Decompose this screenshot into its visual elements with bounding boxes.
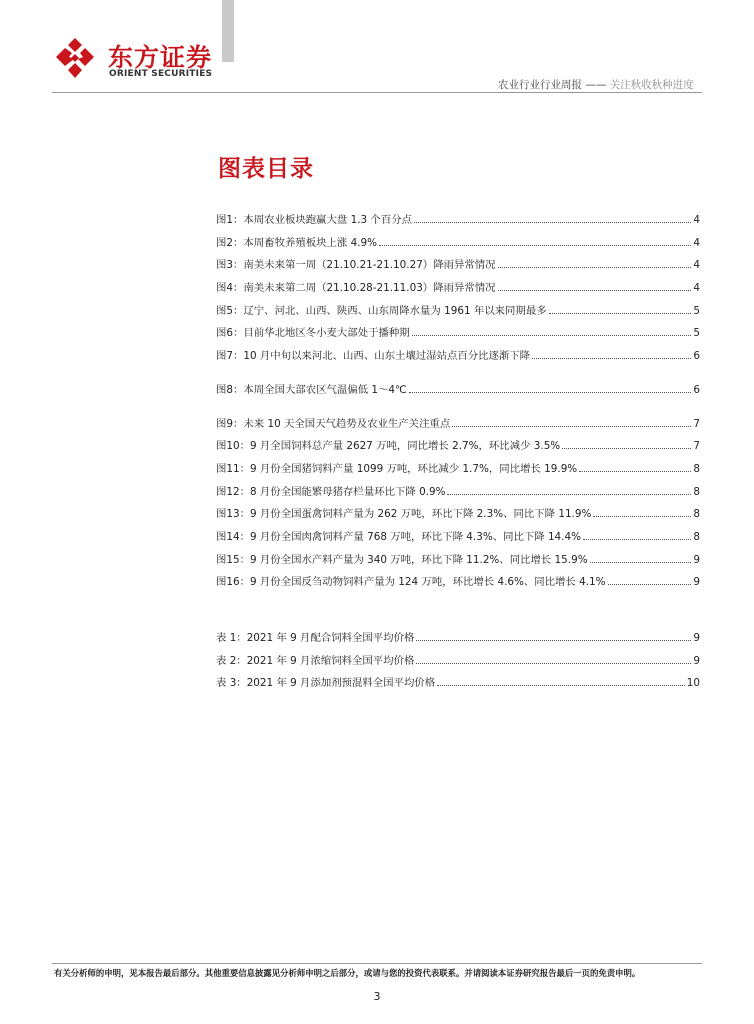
footer-disclaimer: 有关分析师的申明，见本报告最后部分。其他重要信息披露见分析师申明之后部分，或请与您的投资代表联系。并请阅读本证券研究报告最后一页的免责申明。	[54, 968, 641, 978]
toc-entry-label: 图6：目前华北地区冬小麦大部处于播种期	[216, 327, 410, 340]
toc-entry-label: 图12：8 月份全国能繁母猪存栏量环比下降 0.9%	[216, 485, 446, 498]
brand-name-cn: 东方证券	[108, 43, 213, 72]
toc-entry-page: 9	[693, 632, 700, 644]
toc-table-entry[interactable]	[216, 652, 700, 675]
toc-dot-leader	[416, 640, 691, 641]
toc-entry-label: 图15：9 月份全国水产料产量为 340 万吨，环比下降 11.2%、同比增长 15.9%	[216, 553, 588, 566]
toc-figure-entry[interactable]	[216, 460, 700, 483]
page-number: 3	[373, 990, 381, 1003]
toc-entry-label: 图1：本周农业板块跑赢大盘 1.3 个百分点	[216, 214, 412, 226]
footer-divider	[52, 963, 702, 964]
orient-securities-logo-icon	[52, 36, 98, 80]
toc-entry-page: 9	[693, 553, 700, 566]
brand-name-en: ORIENT SECURITIES	[109, 69, 213, 79]
toc-dot-leader	[414, 222, 691, 223]
toc-figure-entry[interactable]	[216, 211, 700, 234]
toc-entry-page: 4	[693, 236, 700, 249]
toc-dot-leader	[608, 584, 692, 585]
toc-dot-leader	[447, 494, 691, 495]
toc-entry-label: 图9：未来 10 天全国天气趋势及农业生产关注重点	[216, 417, 451, 430]
toc-entry-page: 5	[693, 327, 700, 340]
toc-entry-page: 4	[693, 214, 700, 226]
toc-figure-entry[interactable]	[216, 551, 700, 574]
header-separator: ——	[582, 79, 610, 91]
toc-figure-entry[interactable]	[216, 528, 700, 551]
toc-table-entry[interactable]	[216, 629, 700, 652]
toc-entry-page: 7	[693, 417, 700, 430]
toc-dot-leader	[409, 392, 692, 393]
toc-dot-leader	[562, 448, 691, 449]
brand-logo	[52, 36, 222, 80]
toc-table-entry[interactable]	[216, 674, 700, 697]
toc-entry-page: 5	[693, 304, 700, 317]
toc-dot-leader	[590, 562, 692, 563]
toc-figure-entry[interactable]	[216, 302, 700, 325]
toc-dot-leader	[549, 313, 692, 314]
toc-dot-leader	[379, 245, 691, 246]
toc-entry-page: 8	[693, 508, 700, 521]
toc-figure-entry[interactable]	[216, 347, 700, 370]
header-divider	[52, 92, 702, 93]
toc-figure-entry[interactable]	[216, 234, 700, 257]
toc-figure-entry[interactable]	[216, 324, 700, 347]
toc-entry-page: 9	[693, 576, 700, 589]
toc-figure-entry[interactable]	[216, 483, 700, 506]
toc-entry-page: 8	[693, 462, 700, 475]
toc-entry-label: 图14：9 月份全国肉禽饲料产量 768 万吨，环比下降 4.3%、同比下降 14.4%	[216, 530, 581, 543]
toc-entry-label: 图7：10 月中旬以来河北、山西、山东土壤过湿站点百分比逐渐下降	[216, 350, 531, 363]
toc-figure-entry[interactable]	[216, 279, 700, 302]
toc-figure-entry[interactable]	[216, 381, 700, 404]
toc-dot-leader	[593, 516, 691, 517]
toc-dot-leader	[416, 663, 691, 664]
toc-entry-label: 图8：本周全国大部农区气温偏低 1～4℃	[216, 383, 407, 396]
toc-entry-page: 4	[693, 259, 700, 272]
toc-dot-leader	[583, 539, 691, 540]
toc-figure-entry[interactable]	[216, 505, 700, 528]
toc-title: 图表目录	[218, 156, 314, 182]
toc-entry-label: 图5：辽宁、河北、山西、陕西、山东周降水量为 1961 年以来同期最多	[216, 304, 547, 317]
toc-entry-label: 表 1：2021 年 9 月配合饲料全国平均价格	[216, 632, 415, 644]
header-accent-bar	[222, 0, 234, 62]
toc-figure-entry[interactable]	[216, 573, 700, 596]
toc-entry-page: 8	[693, 485, 700, 498]
toc-dot-leader	[532, 358, 691, 359]
toc-entry-page: 4	[693, 282, 700, 295]
toc-list	[216, 211, 700, 697]
toc-entry-label: 表 3：2021 年 9 月添加剂预混料全国平均价格	[216, 677, 436, 690]
toc-entry-label: 图16：9 月份全国反刍动物饲料产量为 124 万吨，环比增长 4.6%、同比增长 4.1%	[216, 576, 606, 589]
toc-entry-page: 7	[693, 440, 700, 453]
toc-entry-page: 9	[693, 654, 700, 667]
toc-dot-leader	[498, 290, 692, 291]
report-type: 农业行业行业周报	[498, 79, 582, 91]
toc-dot-leader	[437, 685, 685, 686]
toc-entry-label: 表 2：2021 年 9 月浓缩饲料全国平均价格	[216, 654, 415, 667]
report-header	[498, 77, 694, 92]
toc-entry-page: 6	[693, 350, 700, 363]
toc-entry-page: 8	[693, 530, 700, 543]
toc-entry-label: 图4：南美未来第二周（21.10.28-21.11.03）降雨异常情况	[216, 282, 496, 295]
toc-figure-entry[interactable]	[216, 256, 700, 279]
toc-figure-entry[interactable]	[216, 437, 700, 460]
toc-entry-label: 图10：9 月全国饲料总产量 2627 万吨，同比增长 2.7%，环比减少 3.5%	[216, 440, 561, 453]
toc-entry-label: 图11：9 月份全国猪饲料产量 1099 万吨，环比减少 1.7%，同比增长 19.9%	[216, 462, 578, 475]
report-subtitle: 关注秋收秋种进度	[609, 79, 694, 91]
toc-figure-entry[interactable]	[216, 415, 700, 438]
toc-entry-label: 图3：南美未来第一周（21.10.21-21.10.27）降雨异常情况	[216, 259, 496, 272]
toc-dot-leader	[452, 426, 691, 427]
toc-entry-page: 10	[686, 677, 700, 690]
toc-entry-label: 图13：9 月份全国蛋禽饲料产量为 262 万吨，环比下降 2.3%、同比下降 11.9%	[216, 508, 592, 521]
toc-dot-leader	[412, 335, 692, 336]
toc-entry-label: 图2：本周畜牧养殖板块上涨 4.9%	[216, 236, 377, 249]
toc-entry-page: 6	[693, 383, 700, 396]
toc-dot-leader	[579, 471, 691, 472]
toc-dot-leader	[498, 267, 692, 268]
